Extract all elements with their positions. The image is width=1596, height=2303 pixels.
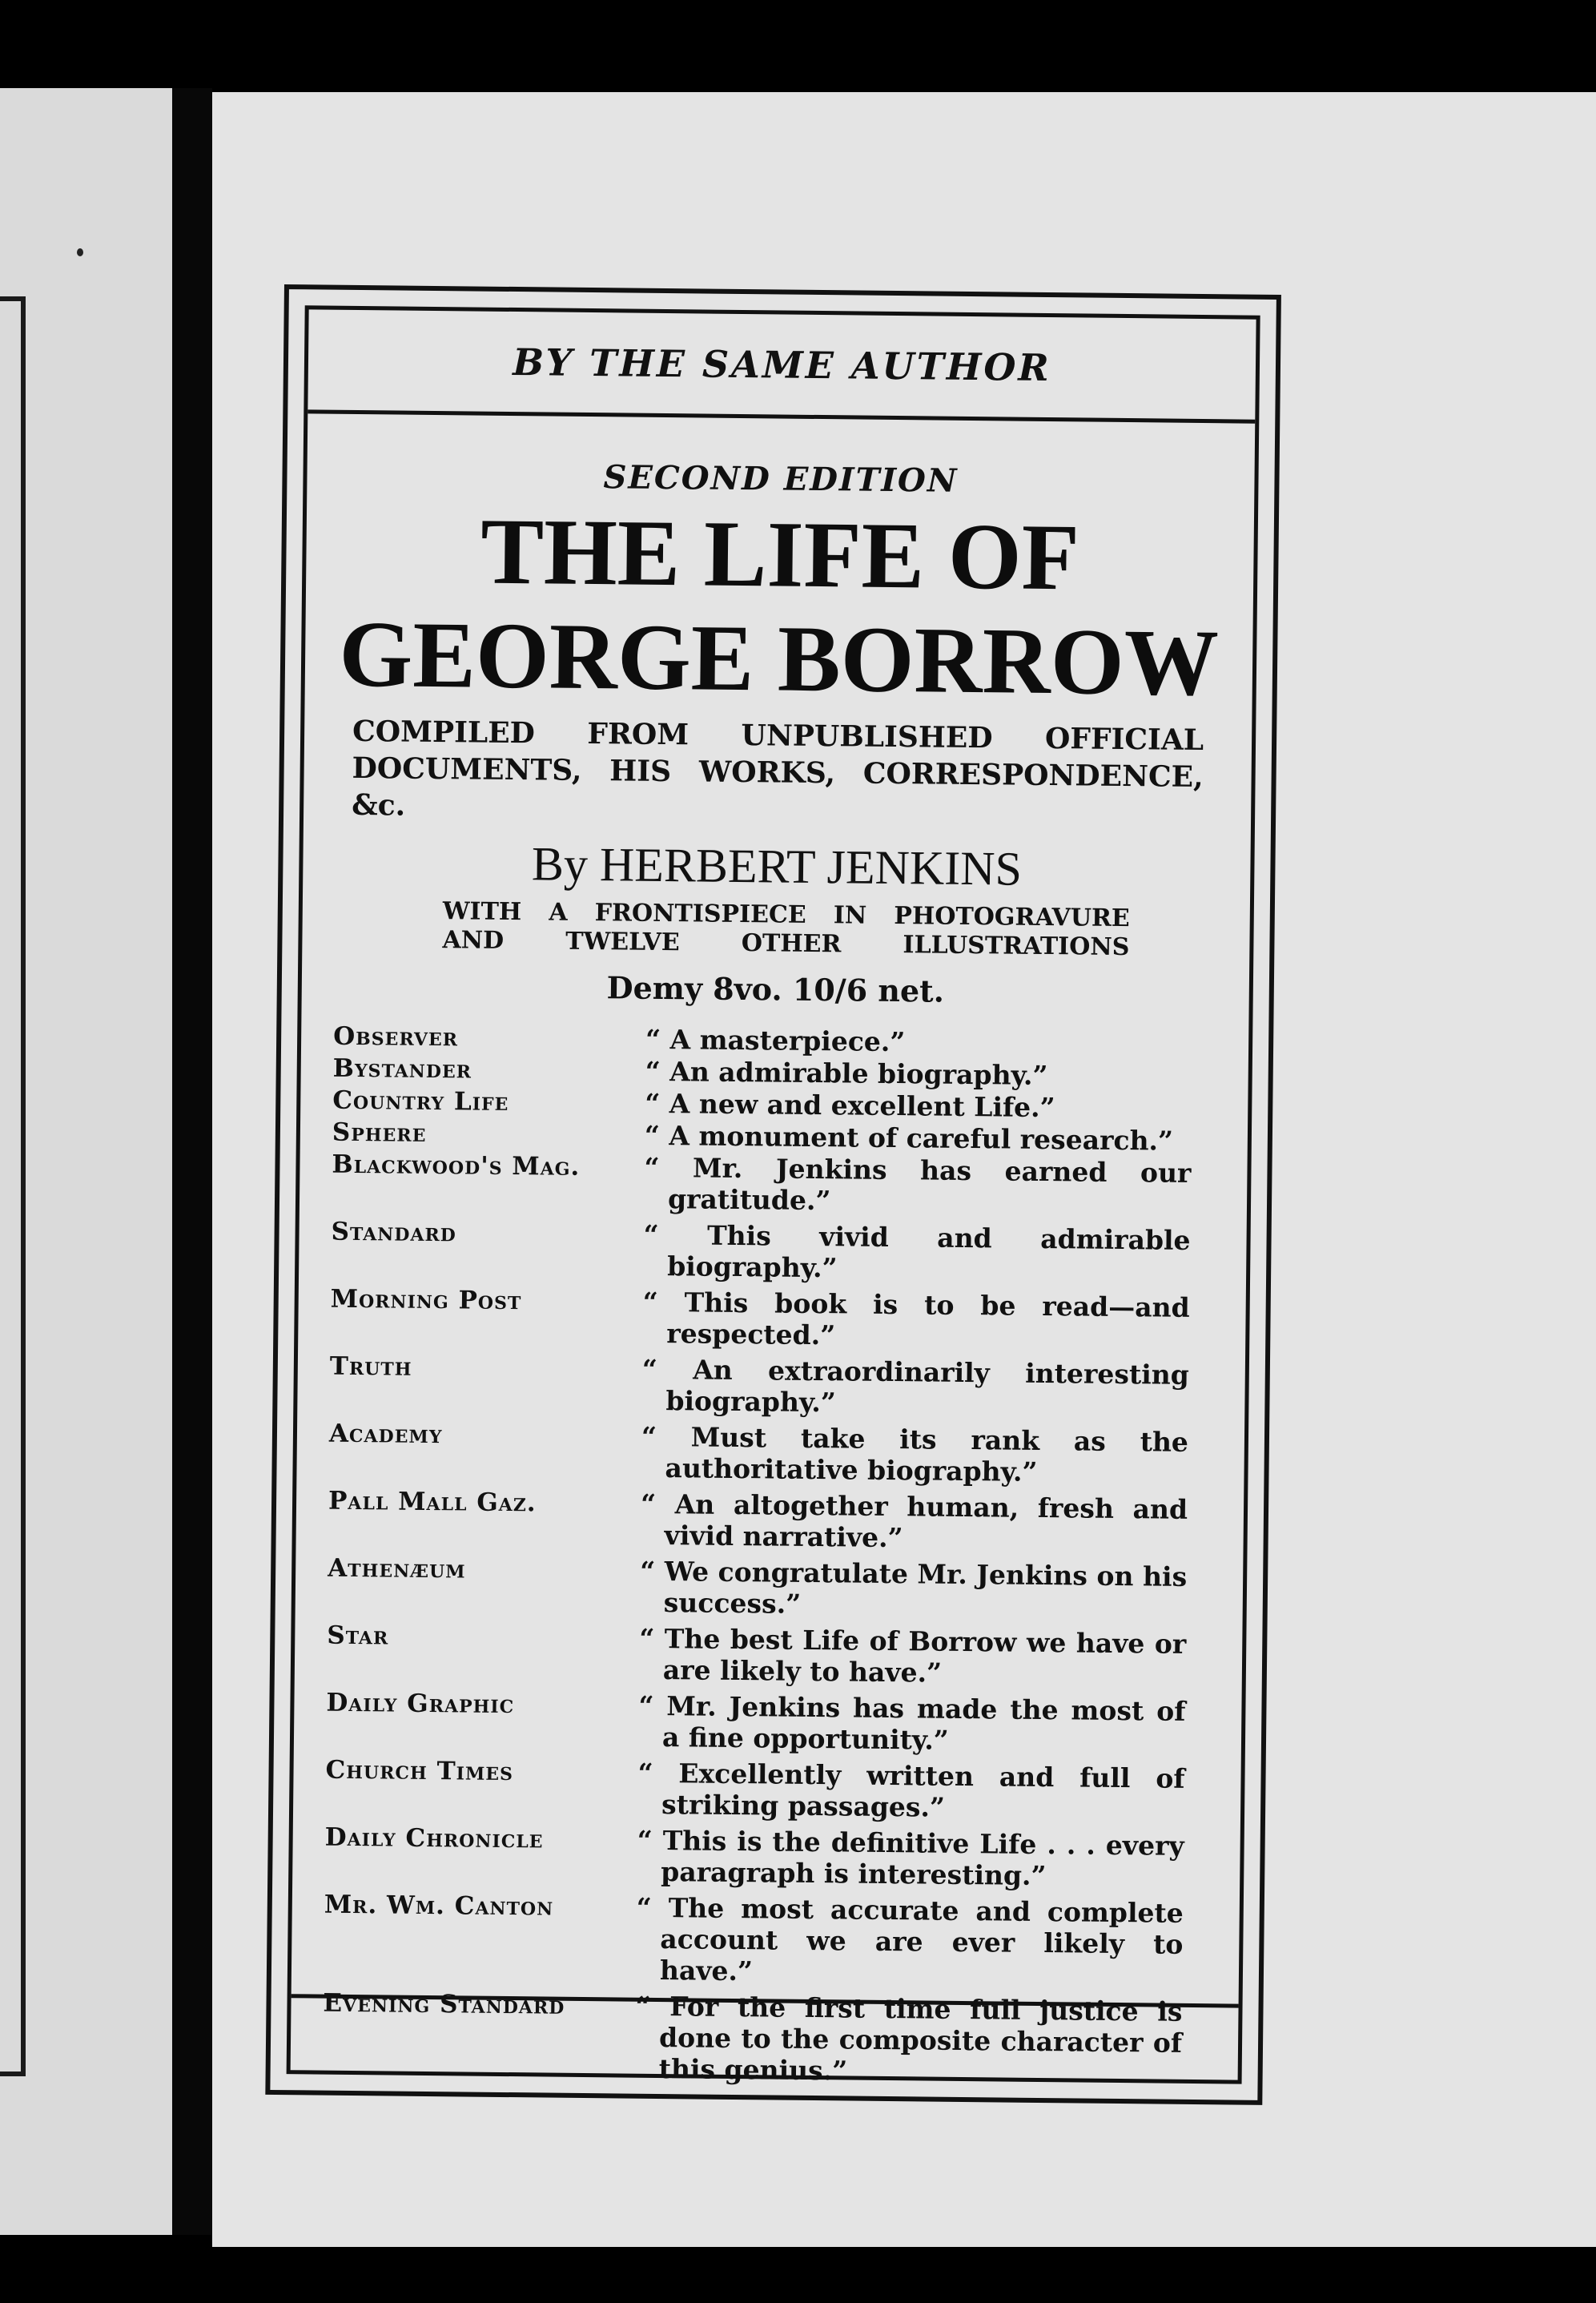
review-source: Country Life: [332, 1085, 509, 1117]
advertisement-inner-frame: [287, 305, 1260, 2087]
review-row: [326, 1687, 1186, 1758]
review-source: Standard: [331, 1217, 457, 1248]
review-source: Observer: [332, 1021, 459, 1053]
review-source: Truth: [329, 1351, 412, 1382]
review-row: [324, 1889, 1184, 1991]
review-source: Athenæum: [328, 1553, 466, 1584]
author-line: By HERBERT JENKINS: [531, 837, 1023, 896]
review-source: Academy: [328, 1419, 443, 1450]
review-row: [331, 1216, 1191, 1287]
review-row: [324, 1822, 1184, 1893]
review-quote: “ This book is to be read—and respected.”: [642, 1286, 1190, 1351]
book-gutter: [172, 88, 212, 2235]
price-line: Demy 8vo. 10/6 net.: [606, 969, 945, 1009]
advertisement-frame: [265, 284, 1281, 2105]
review-quote: “ A new and excellent Life.”: [645, 1087, 1055, 1124]
review-row: [329, 1351, 1189, 1422]
review-source: Bystander: [332, 1053, 472, 1085]
review-quote: “ The best Life of Borrow we have or are likely to have.”: [639, 1622, 1187, 1689]
review-source: Mr. Wm. Canton: [324, 1890, 554, 1922]
book-title-line-2: GEORGE BORROW: [338, 601, 1220, 716]
review-quote: “ Mr. Jenkins has earned our gratitude.”: [644, 1151, 1192, 1217]
review-quote: “ This vivid and admirable biography.”: [643, 1218, 1191, 1284]
edition-label: SECOND EDITION: [603, 458, 959, 500]
review-row: [330, 1283, 1190, 1355]
illustrations-line-1: WITH A FRONTISPIECE IN PHOTOGRAVURE: [442, 897, 1130, 933]
footer-band: [291, 1994, 1239, 2080]
review-source: Sphere: [332, 1117, 427, 1148]
ink-speck: [77, 248, 83, 256]
review-source: Blackwood's Mag.: [332, 1149, 581, 1182]
compiled-line-1: COMPILED FROM UNPUBLISHED OFFICIAL: [352, 714, 1204, 758]
header-band: [308, 309, 1256, 423]
press-reviews: [323, 1021, 1193, 2090]
review-source: Church Times: [325, 1755, 514, 1787]
review-row: [327, 1620, 1187, 1691]
book-title-line-1: THE LIFE OF: [480, 498, 1080, 610]
review-quote: “ This is the definitive Life . . . every paragraph is interesting.”: [637, 1824, 1184, 1892]
review-row: [328, 1552, 1188, 1624]
review-quote: “ An altogether human, fresh and vivid narrative.”: [640, 1488, 1188, 1554]
review-quote: “ A masterpiece.”: [645, 1023, 906, 1058]
review-quote: “ Excellently written and full of striking passages.”: [637, 1757, 1185, 1823]
review-quote: “ For the first time full justice is done to the composite character of this genius.”: [635, 1990, 1183, 2087]
header-title: BY THE SAME AUTHOR: [513, 340, 1051, 389]
review-quote: “ An extraordinarily interesting biography.”: [641, 1353, 1190, 1419]
review-source: Daily Graphic: [326, 1688, 515, 1720]
illustrations-line-2: AND TWELVE OTHER ILLUSTRATIONS: [442, 926, 1130, 962]
advertisement-body: [291, 413, 1256, 2087]
review-quote: “ A monument of careful research.”: [644, 1119, 1174, 1157]
review-source: Star: [327, 1621, 389, 1651]
review-row: [325, 1754, 1185, 1826]
review-quote: “ Mr. Jenkins has made the most of a fine opportunity.”: [638, 1689, 1186, 1756]
review-source: Morning Post: [330, 1284, 522, 1316]
review-row: [328, 1418, 1188, 1489]
review-row: [332, 1149, 1192, 1220]
review-source: Evening Standard: [323, 1988, 565, 2020]
review-source: Daily Chronicle: [324, 1822, 544, 1854]
left-page: [0, 88, 172, 2235]
review-quote: “ The most accurate and complete account we are ever likely to have.”: [636, 1891, 1184, 1987]
review-quote: “ Must take its rank as the authoritative biography.”: [641, 1420, 1189, 1488]
review-quote: “ We congratulate Mr. Jenkins on his success.”: [639, 1555, 1188, 1620]
review-source: Pall Mall Gaz.: [328, 1486, 537, 1518]
review-row: [328, 1485, 1188, 1556]
review-quote: “ An admirable biography.”: [645, 1055, 1048, 1092]
compiled-line-2: DOCUMENTS, HIS WORKS, CORRESPONDENCE, &c.: [351, 751, 1204, 823]
left-page-border: [0, 296, 26, 2076]
